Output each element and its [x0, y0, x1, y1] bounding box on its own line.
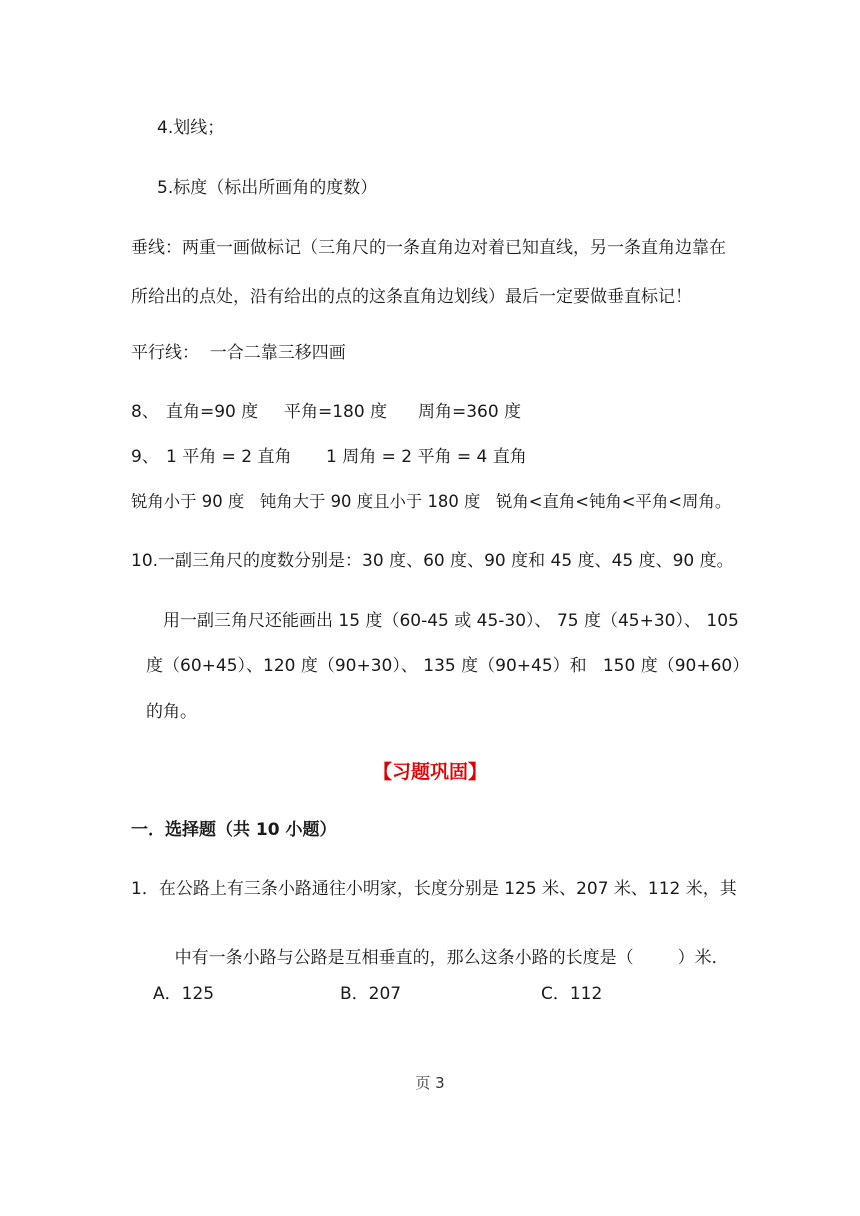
step-5: 5.标度（标出所画角的度数） — [157, 178, 378, 198]
option-b: B．207 — [340, 984, 402, 1004]
item-8-number: 8、 — [131, 402, 159, 422]
triangle-combo-line-1: 用一副三角尺还能画出 15 度（60-45 或 45-30）、 75 度（45+30）、 105 — [163, 611, 739, 631]
question-1-text: 中有一条小路与公路是互相垂直的，那么这条小路的长度是（ — [174, 948, 634, 968]
item-9-part-1: 1 平角 = 2 直角 — [166, 447, 292, 467]
item-8-full-angle: 周角=360 度 — [418, 402, 522, 422]
option-a: A．125 — [153, 984, 215, 1004]
parallel-line-rule: 平行线： 一合二靠三移四画 — [131, 343, 346, 363]
perpendicular-line-2: 所给出的点处，沿有给出的点的这条直角边划线）最后一定要做垂直标记！ — [131, 287, 692, 307]
item-9-number: 9、 — [131, 447, 159, 467]
step-4: 4.划线； — [157, 118, 225, 138]
exercise-heading: 【习题巩固】 — [372, 761, 487, 783]
option-c: C．112 — [541, 984, 603, 1004]
page-number: 页 3 — [415, 1074, 445, 1092]
item-8-right-angle: 直角=90 度 — [166, 402, 259, 422]
triangle-combo-line-3: 的角。 — [146, 702, 197, 722]
item-10: 10.一副三角尺的度数分别是：30 度、60 度、90 度和 45 度、45 度、90 度。 — [131, 551, 734, 571]
question-1-line-2 — [153, 922, 729, 994]
perpendicular-line-1: 垂线：两重一画做标记（三角尺的一条直角边对着已知直线，另一条直角边靠在 — [131, 238, 726, 258]
angle-comparison: 锐角小于 90 度 钝角大于 90 度且小于 180 度 锐角<直角<钝角<平角<周角。 — [131, 492, 732, 511]
section-title: 一．选择题（共 10 小题） — [131, 820, 337, 840]
question-1-unit: ）米． — [677, 948, 729, 968]
question-1-line-1: 1．在公路上有三条小路通往小明家，长度分别是 125 米、207 米、112 米，其 — [131, 879, 737, 899]
item-8-straight-angle: 平角=180 度 — [284, 402, 388, 422]
item-9-part-2: 1 周角 = 2 平角 = 4 直角 — [326, 447, 527, 467]
triangle-combo-line-2: 度（60+45）、120 度（90+30）、 135 度（90+45）和 150 度（90+60） — [146, 656, 750, 676]
